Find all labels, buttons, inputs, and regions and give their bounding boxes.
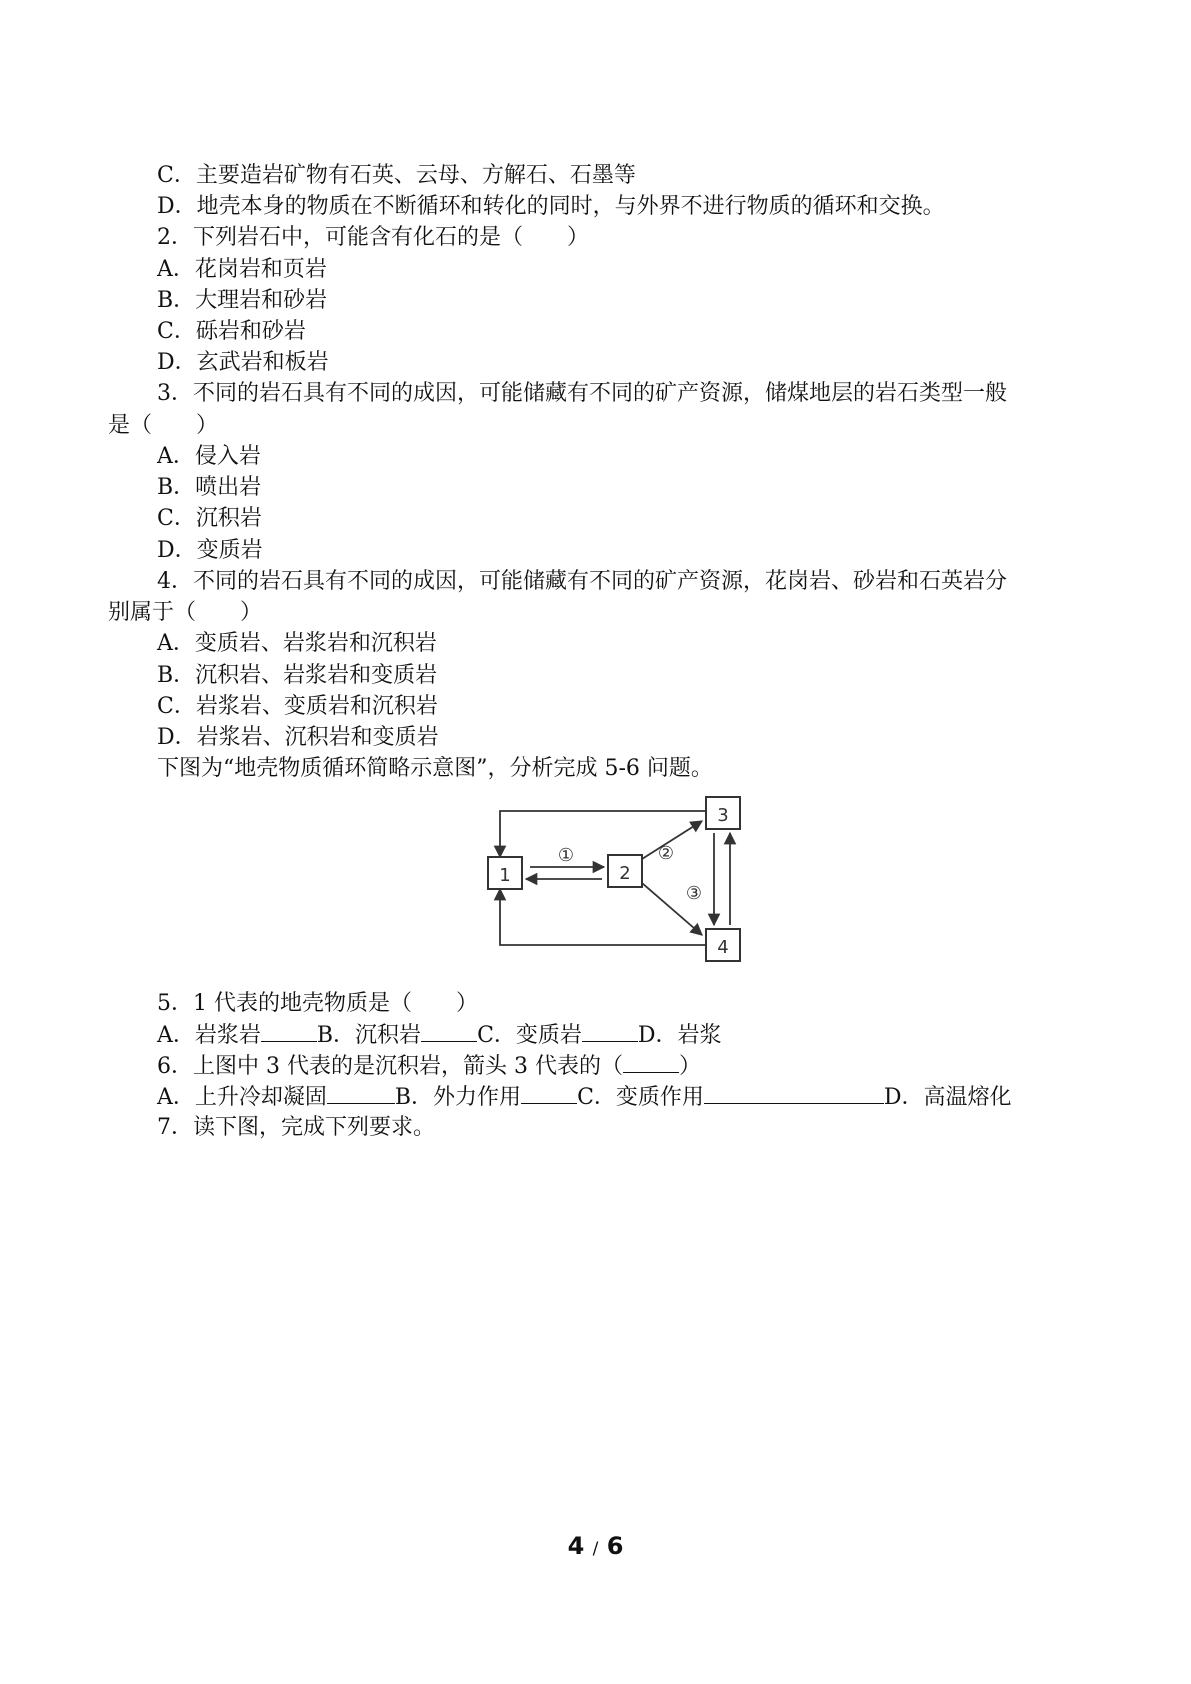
q4-option-b: B．沉积岩、岩浆岩和变质岩: [157, 663, 438, 688]
q3-option-c: C．沉积岩: [157, 506, 262, 531]
blank: [261, 1019, 317, 1042]
page-total: 6: [606, 1532, 624, 1560]
q6-option-a: A．上升冷却凝固: [157, 1085, 327, 1110]
box-3-label: 3: [717, 805, 729, 826]
blank: [327, 1081, 395, 1104]
q4-stem-line2: 别属于（ ）: [108, 600, 263, 625]
q3-stem-line2: 是（ ）: [108, 413, 219, 438]
box-1-label: 1: [499, 865, 511, 886]
q6-stem-post: ）: [678, 1054, 701, 1079]
blank: [521, 1081, 577, 1104]
q4-option-c: C．岩浆岩、变质岩和沉积岩: [157, 694, 438, 719]
q5-option-c: C．变质岩: [477, 1023, 582, 1048]
page-number: [0, 1532, 1191, 1560]
q6-stem: [157, 1050, 701, 1083]
answer-blank: [623, 1050, 679, 1073]
q4-stem-line1: 4．不同的岩石具有不同的成因，可能储藏有不同的矿产资源，花岗岩、砂岩和石英岩分: [157, 569, 1007, 594]
blank: [704, 1081, 884, 1104]
q6-option-c: C．变质作用: [577, 1085, 704, 1110]
q3-stem-line1: 3．不同的岩石具有不同的成因，可能储藏有不同的矿产资源，储煤地层的岩石类型一般: [157, 381, 1007, 406]
box-2-label: 2: [619, 863, 631, 884]
q1-option-d: D．地壳本身的物质在不断循环和转化的同时，与外界不进行物质的循环和交换。: [157, 194, 945, 219]
q2-option-c: C．砾岩和砂岩: [157, 319, 306, 344]
q4-option-d: D．岩浆岩、沉积岩和变质岩: [157, 725, 439, 750]
arrow-3-to-1: [500, 811, 706, 857]
blank: [421, 1019, 477, 1042]
q3-option-d: D．变质岩: [157, 538, 263, 563]
q5-option-b: B．沉积岩: [316, 1023, 422, 1048]
q2-stem: 2．下列岩石中，可能含有化石的是（ ）: [157, 225, 589, 250]
q7-stem: 7．读下图，完成下列要求。: [157, 1115, 435, 1140]
q1-option-c: C．主要造岩矿物有石英、云母、方解石、石墨等: [157, 163, 636, 188]
q6-stem-pre: 6．上图中 3 代表的是沉积岩，箭头 3 代表的（: [157, 1054, 623, 1079]
q6-option-b: B．外力作用: [394, 1085, 522, 1110]
box-4-label: 4: [717, 937, 729, 958]
rock-cycle-diagram: [486, 795, 746, 965]
q6-option-d: D．高温熔化: [883, 1085, 1012, 1110]
q5-options: [157, 1019, 722, 1052]
q3-option-b: B．喷出岩: [157, 475, 262, 500]
arrow-label-1: ①: [557, 845, 575, 866]
page-separator: /: [592, 1539, 599, 1559]
q2-option-d: D．玄武岩和板岩: [157, 350, 329, 375]
blank: [582, 1019, 638, 1042]
q5-stem: 5．1 代表的地壳物质是（ ）: [157, 991, 478, 1016]
q3-option-a: A．侵入岩: [157, 444, 261, 469]
diagram-intro: 下图为“地壳物质循环简略示意图”，分析完成 5-6 问题。: [157, 756, 713, 781]
arrow-label-3: ③: [685, 883, 703, 904]
arrow-4-to-1: [500, 889, 706, 945]
q6-options: [157, 1081, 1012, 1114]
q2-option-b: B．大理岩和砂岩: [157, 288, 328, 313]
q4-option-a: A．变质岩、岩浆岩和沉积岩: [157, 631, 437, 656]
arrow-label-2: ②: [657, 843, 675, 864]
q2-option-a: A．花岗岩和页岩: [157, 257, 327, 282]
q5-option-d: D．岩浆: [637, 1023, 722, 1048]
q5-option-a: A．岩浆岩: [157, 1023, 261, 1048]
page-current: 4: [567, 1532, 585, 1560]
